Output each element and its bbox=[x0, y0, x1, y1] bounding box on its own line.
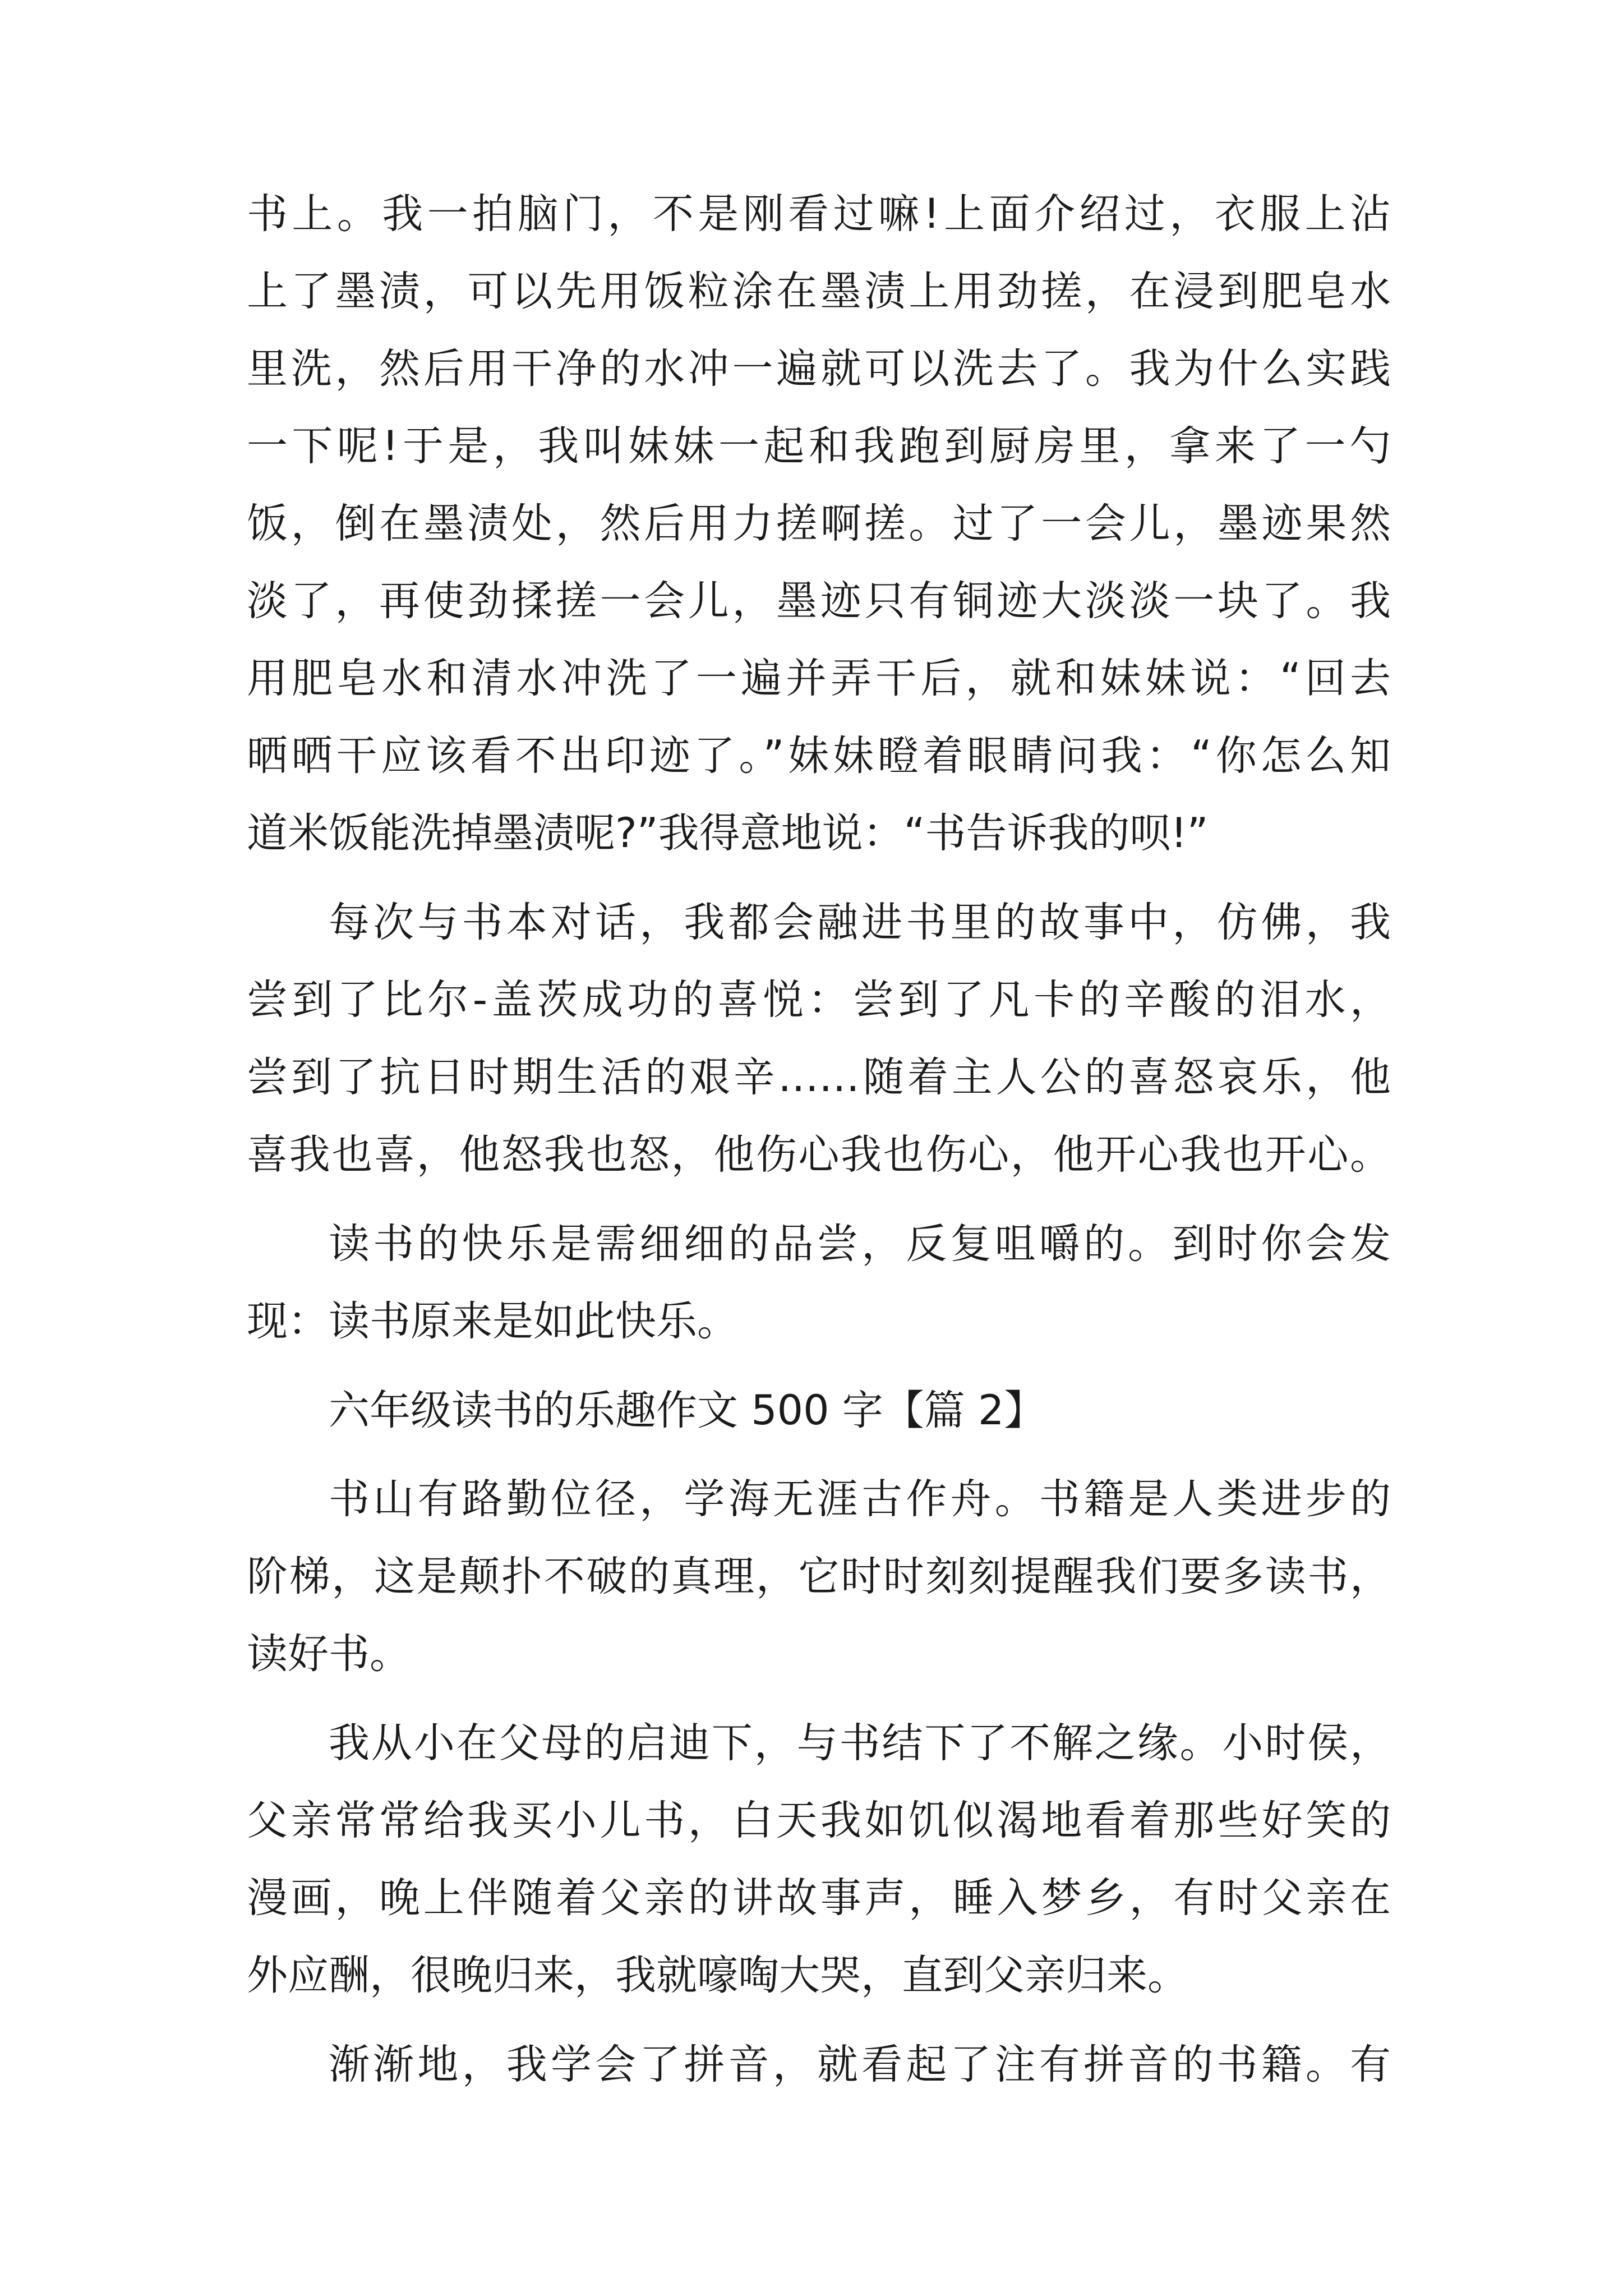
text-line: 里洗，然后用干净的水冲一遍就可以洗去了。我为什么实践 bbox=[247, 345, 1391, 393]
text-line: 书上。我一拍脑门，不是刚看过嘛!上面介绍过，衣服上沾 bbox=[247, 190, 1391, 238]
paragraph-first-line: 我从小在父母的启迪下，与书结下了不解之缘。小时侯， bbox=[329, 1719, 1391, 1767]
text-line: 上了墨渍，可以先用饭粒涂在墨渍上用劲搓，在浸到肥皂水 bbox=[247, 268, 1391, 315]
text-line: 父亲常常给我买小儿书，白天我如饥似渴地看着那些好笑的 bbox=[247, 1797, 1391, 1844]
paragraph-first-line: 渐渐地，我学会了拼音，就看起了注有拼音的书籍。有 bbox=[329, 2041, 1391, 2088]
text-line: 尝到了比尔-盖茨成功的喜悦：尝到了凡卡的辛酸的泪水， bbox=[247, 976, 1391, 1024]
section-heading: 六年级读书的乐趣作文 500 字【篇 2】 bbox=[329, 1387, 1045, 1434]
text-line: 漫画，晚上伴随着父亲的讲故事声，睡入梦乡，有时父亲在 bbox=[247, 1874, 1391, 1922]
text-line: 喜我也喜，他怒我也怒，他伤心我也伤心，他开心我也开心。 bbox=[247, 1131, 1391, 1179]
text-line: 用肥皂水和清水冲洗了一遍并弄干后，就和妹妹说：“回去 bbox=[247, 655, 1391, 702]
text-line: 外应酬，很晚归来，我就嚎啕大哭，直到父亲归来。 bbox=[247, 1952, 1188, 1999]
text-line: 尝到了抗日时期生活的艰辛……随着主人公的喜怒哀乐，他 bbox=[247, 1053, 1391, 1101]
text-line: 现：读书原来是如此快乐。 bbox=[247, 1297, 738, 1345]
text-line: 道米饭能洗掉墨渍呢?”我得意地说：“书告诉我的呗!” bbox=[247, 809, 1209, 857]
paragraph-first-line: 书山有路勤位径，学海无涯古作舟。书籍是人类进步的 bbox=[329, 1475, 1391, 1523]
text-line: 一下呢!于是，我叫妹妹一起和我跑到厨房里，拿来了一勺 bbox=[247, 422, 1391, 470]
text-line: 淡了，再使劲揉搓一会儿，墨迹只有铜迹大淡淡一块了。我 bbox=[247, 577, 1391, 625]
text-line: 晒晒干应该看不出印迹了。”妹妹瞪着眼睛问我：“你怎么知 bbox=[247, 732, 1391, 780]
text-line: 阶梯，这是颠扑不破的真理，它时时刻刻提醒我们要多读书， bbox=[247, 1553, 1391, 1600]
paragraph-first-line: 读书的快乐是需细细的品尝，反复咀嚼的。到时你会发 bbox=[329, 1220, 1391, 1268]
paragraph-first-line: 每次与书本对话，我都会融进书里的故事中，仿佛，我 bbox=[329, 899, 1391, 946]
text-line: 读好书。 bbox=[247, 1630, 411, 1678]
text-line: 饭，倒在墨渍处，然后用力搓啊搓。过了一会儿，墨迹果然 bbox=[247, 500, 1391, 547]
